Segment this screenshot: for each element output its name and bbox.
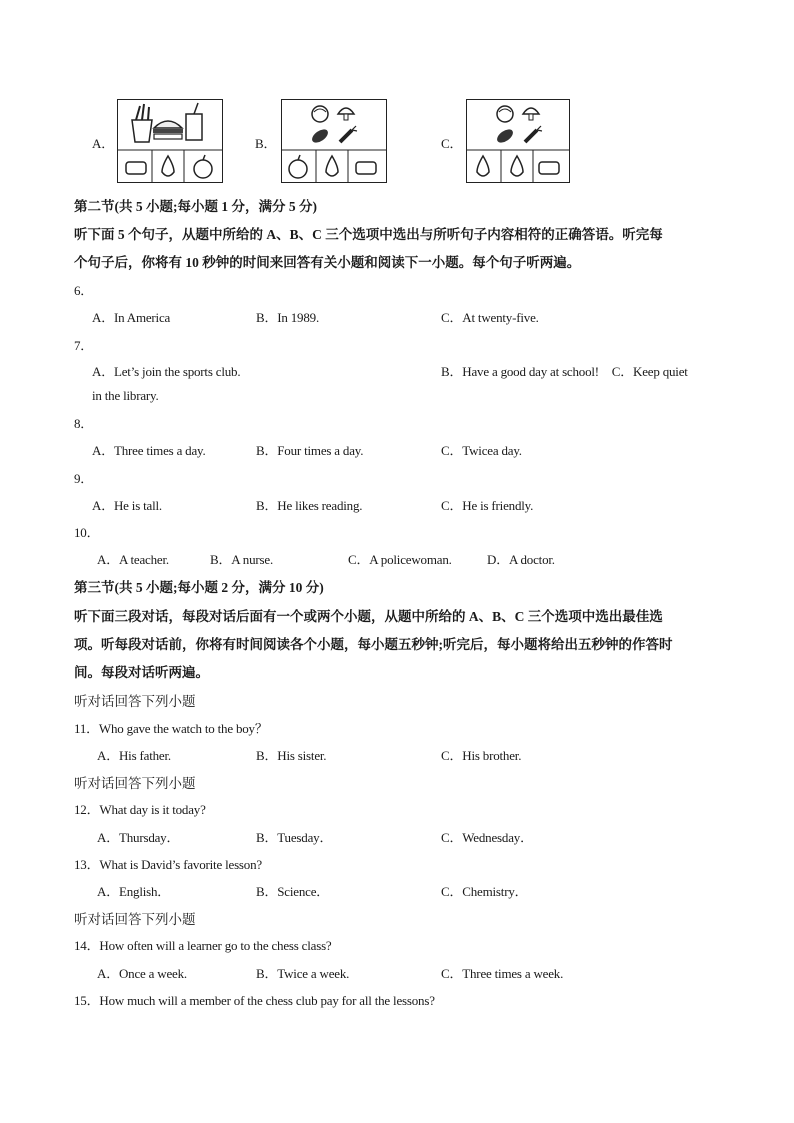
- section2-instruction-line2: 个句子后，你将有 10 秒钟的时间来回答有关小题和阅读下一小题。每个句子听两遍。: [74, 255, 581, 270]
- section3-instruction-line3: 间。每段对话听两遍。: [74, 665, 209, 680]
- q8-option-b: B．Four times a day.: [256, 443, 364, 458]
- q11-option-b: B．His sister.: [256, 748, 327, 763]
- q10-option-a: A．A teacher.: [97, 552, 169, 567]
- vegetables-and-fruit-icon: [467, 100, 569, 182]
- vegetables-and-fruit-icon: [282, 100, 386, 182]
- q13-text: 13．What is David’s favorite lesson?: [74, 857, 262, 872]
- option-a-label: A．: [92, 136, 114, 151]
- q10-option-c: C．A policewoman.: [348, 552, 452, 567]
- q14-option-b: B．Twice a week.: [256, 966, 350, 981]
- q10-option-b: B．A nurse.: [210, 552, 274, 567]
- q14-option-c: C．Three times a week.: [441, 966, 564, 981]
- option-c-picture: [466, 99, 570, 183]
- q7-option-c-continued: in the library.: [92, 388, 159, 403]
- q13-option-c: C．Chemistry．: [441, 884, 528, 899]
- q12-text: 12．What day is it today?: [74, 802, 206, 817]
- section3-heading: 第三节(共 5 小题;每小题 2 分，满分 10 分): [74, 580, 324, 595]
- section3-instruction-line2: 项。听每段对话前，你将有时间阅读各个小题，每小题五秒钟;听完后，每小题将给出五秒钟的作答时: [74, 637, 673, 652]
- dialog3-label: 听对话回答下列小题: [74, 912, 196, 927]
- section2-instruction-line1: 听下面 5 个句子，从题中所给的 A、B、C 三个选项中选出与所听句子内容相符的正确答语。听完每: [74, 227, 663, 242]
- q11-option-c: C．His brother.: [441, 748, 522, 763]
- fast-food-and-fruit-icon: [118, 100, 222, 182]
- q12-option-c: C．Wednesday．: [441, 830, 533, 845]
- q9-number: 9．: [74, 471, 94, 486]
- q9-option-a: A．He is tall.: [92, 498, 162, 513]
- dialog1-label: 听对话回答下列小题: [74, 694, 196, 709]
- q10-number: 10．: [74, 525, 100, 540]
- q8-option-c: C．Twicea day.: [441, 443, 522, 458]
- q6-option-b: B．In 1989.: [256, 310, 320, 325]
- q6-option-a: A．In America: [92, 310, 171, 325]
- q12-option-b: B．Tuesday．: [256, 830, 333, 845]
- option-b-label: B．: [255, 136, 277, 151]
- section3-instruction-line1: 听下面三段对话，每段对话后面有一个或两个小题，从题中所给的 A、B、C 三个选项中选出最佳选: [74, 609, 663, 624]
- option-b-picture: [281, 99, 387, 183]
- dialog2-label: 听对话回答下列小题: [74, 776, 196, 791]
- option-a-picture: [117, 99, 223, 183]
- q6-option-c: C．At twenty-five.: [441, 310, 539, 325]
- q14-option-a: A．Once a week.: [97, 966, 187, 981]
- q15-text: 15．How much will a member of the chess club pay for all the lessons?: [74, 993, 435, 1008]
- q7-number: 7．: [74, 338, 94, 353]
- option-c-label: C．: [441, 136, 463, 151]
- q7-option-bc: B．Have a good day at school! C．Keep quiet: [441, 364, 688, 379]
- q8-option-a: A．Three times a day.: [92, 443, 206, 458]
- q7-option-a: A．Let’s join the sports club.: [92, 364, 241, 379]
- q9-option-c: C．He is friendly.: [441, 498, 534, 513]
- q6-number: 6．: [74, 283, 94, 298]
- q9-option-b: B．He likes reading.: [256, 498, 363, 513]
- q12-option-a: A．Thursday．: [97, 830, 180, 845]
- q11-option-a: A．His father.: [97, 748, 171, 763]
- q13-option-a: A．English．: [97, 884, 171, 899]
- q14-text: 14．How often will a learner go to the chess class?: [74, 938, 332, 953]
- q13-option-b: B．Science．: [256, 884, 330, 899]
- q11-text: 11．Who gave the watch to the boy？: [74, 721, 268, 736]
- q10-option-d: D．A doctor.: [487, 552, 555, 567]
- section2-heading: 第二节(共 5 小题;每小题 1 分，满分 5 分): [74, 199, 317, 214]
- q8-number: 8．: [74, 416, 94, 431]
